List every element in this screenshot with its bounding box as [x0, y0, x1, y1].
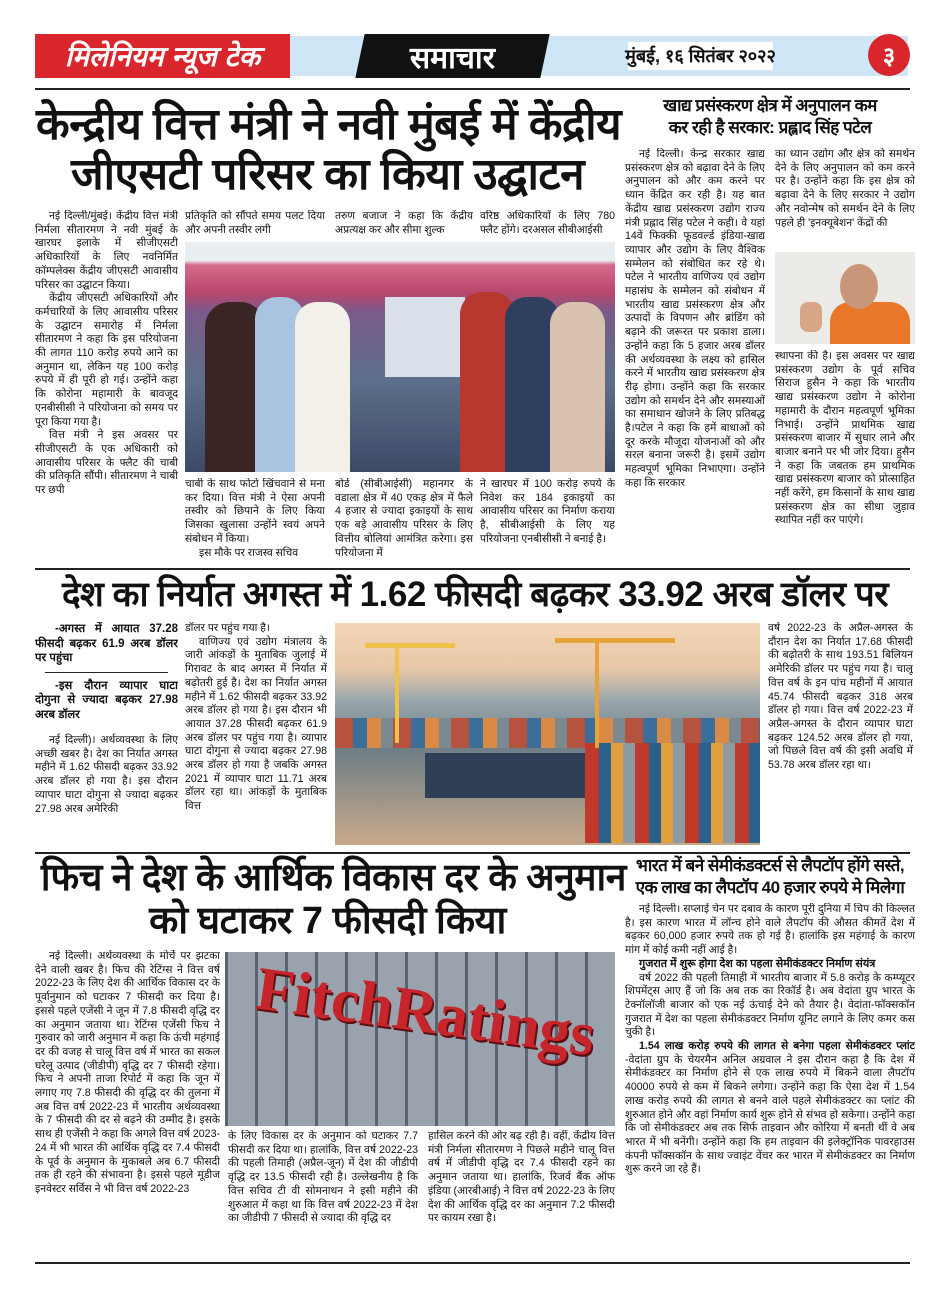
export-col-3: वर्ष 2022-23 के अप्रैल-अगस्त के दौरान देश का निर्यात 17.68 फीसदी की बढ़ोतरी के साथ 193.51 बिलियन अमेरिकी डॉलर पर पहुंच गया है। चालू वित्त वर्ष के इन पांच महीनों में आयात 45.74 फीसदी बढ़कर 318 अरब डॉलर हो गया। वित्त वर्ष 2022-23 में अप्रैल-अगस्त के दौरान व्यापार घाटा बढ़कर 124.52 अरब डॉलर हो गया, जो पिछले वित्त वर्ष की इसी अवधि में 53.78 अरब डॉलर रहा था। [768, 622, 913, 772]
export-col-1: -अगस्त में आयात 37.28 फीसदी बढ़कर 61.9 अरब डॉलर पर पहुंचा -इस दौरान व्यापार घाटा दोगुना से ज्यादा बढ़कर 27.98 अरब डॉलर नई दिल्ली)। अर्थव्यवस्था के लिए अच्छी खबर है। देश का निर्यात अगस्त महीने में 1.62 फीसदी बढ़कर 33.92 अरब डॉलर हो गया है। इस दौरान व्यापार घाटा दोगुना से ज्यादा बढ़कर 27.98 अरब अमेरिकी [35, 623, 178, 815]
divider [35, 568, 910, 570]
gst-col-4-bottom: ने खारघर में 100 करोड़ रुपये के निवेश कर 184 इकाइयों का आवासीय परिसर का निर्माण कराया है, सीबीआईसी के लिए यह परियोजना एनबीसीसी ने बनाई है। [480, 478, 615, 545]
laptop-subhead-2: 1.54 लाख करोड़ रुपये की लागत से बनेगा पहला सेमीकंडक्टर प्लांट [639, 1040, 915, 1053]
divider [35, 88, 910, 90]
laptop-headline: भारत में बने सेमीकंडक्टर्स से लैपटॉप होंगे सस्ते, एक लाख का लैपटॉप 40 हजार रुपये मे मिलेगा [635, 856, 905, 897]
fitch-headline: फिच ने देश के आर्थिक विकास दर के अनुमान को घटाकर 7 फीसदी किया [40, 857, 626, 942]
divider [35, 1262, 910, 1264]
gst-inauguration-photo [185, 242, 615, 472]
food-col-1: नई दिल्ली। केन्द्र सरकार खाद्य प्रसंस्करण क्षेत्र को बढ़ावा देने के लिए अनुपालन को और कम करने पर ध्यान केंद्रित कर रही है। यह बात केंद्रीय खाद्य प्रसंस्करण उद्योग राज्य मंत्री प्रह्लाद सिंह पटेल ने कही। वे यहां 14वें फिक्की फूडवर्ल्ड इंडिया-खाद्य व्यापार और उद्योग के लिए वैश्विक सम्मेलन को संबोधित कर रहे थे। पटेल ने भारतीय वाणिज्य एवं उद्योग महासंघ के सम्मेलन को संबोधन में भारतीय खाद्य प्रसंस्करण क्षेत्र और उत्पादों के विपणन और ब्रांडिंग को बढ़ाने की जरूरत पर प्रकाश डाला। उन्होंने कहा कि 5 हजार अरब डॉलर की अर्थव्यवस्था के लक्ष्य को हासिल करने में भारतीय खाद्य प्रसंस्करण क्षेत्र रीढ़ होगा। उन्होंने कहा कि सरकार उद्योग को समर्थन देने और समस्याओं का समाधान खोजने के लिए प्रतिबद्ध है।पटेल ने कहा कि हमें बाधाओं को दूर करके मौजूदा योजनाओं को और सरल बनाना जरूरी है। इसमें उद्योग महत्वपूर्ण भूमिका निभाएगा। उन्होंने कहा कि सरकार [625, 148, 765, 489]
port-containers-photo [335, 623, 760, 845]
divider [35, 852, 910, 854]
laptop-body: नई दिल्ली। सप्लाई चेन पर दबाव के कारण पूरी दुनिया में चिप की किल्लत है। इस कारण भारत में लॉन्च होने वाले लैपटॉप की औसत कीमतें देश में बढ़कर 60,000 हजार रुपये तक हो गई है। हालांकि इस महंगाई के कारण मांग में कोई कमी नहीं आई है। गुजरात में शुरू होगा देश का पहला सेमीकंडक्टर निर्माण संयंत्र वर्ष 2022 की पहली तिमाही में भारतीय बाजार में 5.8 करोड़ के कम्प्यूटर शिपमेंट्स आए हैं जो कि अब तक का रिकॉर्ड है। अब वेदांता ग्रुप भारत के टेक्नॉलॉजी बाजार को एक नई ऊंचाई देने को तैयार है। वेदांता-फॉक्सकॉन गुजरात में देश का पहला सेमीकंडक्टर निर्माण यूनिट लगाने के लिए कमर कस चुकी है। 1.54 लाख करोड़ रुपये की लागत से बनेगा पहला सेमीकंडक्टर प्लांट -वेदांता ग्रुप के चेयरमैन अनिल अग्रवाल ने इस दौरान कहा है कि देश में सेमीकंडक्टर का निर्माण होने से एक लाख रुपये में बिकने वाला लैपटॉप 40000 रुपये से कम में बिकने लगेगा। उन्होंने कहा कि ऐसा देश में 1.54 लाख करोड़ रुपये की लागत से बनने वाले पहले सेमीकंडक्टर का प्लांट की शुरुआत होने और वहां निर्माण कार्य शुरू होने से संभव हो सकेगा। उन्होंने कहा कि जो सेमीकंडक्टर अब तक सिर्फ ताइवान और कोरिया में बनती थीं वे अब भारत में भी बनेंगी। उन्होंने कहा कि हम ताइवान की इलेक्ट्रॉनिक पावरहाउस कंपनी फॉक्सकॉन के साथ ज्वाइंट वेंचर कर भारत में सेमीकंडक्टर का निर्माण शुरू करने जा रहे हैं। [625, 903, 915, 1176]
gst-col-1: नई दिल्ली/मुंबई। केंद्रीय वित्त मंत्री निर्मला सीतारमण ने नवी मुंबई के खारघर इलाके में सीजीएसटी अधिकारियों के लिए नवनिर्मित कॉम्पलेक्स केंद्रीय जीएसटी आवासीय परिसर का उद्घाटन किया। केंद्रीय जीएसटी अधिकारियों और कर्मचारियों के लिए आवासीय परिसर के उद्घाटन समारोह में निर्मला सीतारमण ने कहा कि इस परियोजना की लागत 110 करोड़ रुपये आने का अनुमान था, लेकिन यह 100 करोड़ रुपये में ही पूरी हो गई। उन्होंने कहा कि कोरोना महामारी के बावजूद एनबीसीसी ने परियोजना को समय पर पूरा किया गया है। वित्त मंत्री ने इस अवसर पर सीजीएसटी के एक अधिकारी को आवासीय परिसर के फ्लैट की चाबी की प्रतिकृति सौंपी। सीतारमण ने चाबी पर छपी [35, 210, 178, 497]
fitch-ratings-logo: FitchRatings [251, 954, 600, 1070]
fitch-col-3: हासिल करने की ओर बढ़ रही है। वहीं, केंद्रीय वित्त मंत्री निर्मला सीतारमण ने पिछले महीने चालू वित्त वर्ष में जीडीपी वृद्धि दर 7.4 फीसदी रहने का अनुमान जताया था। हालांकि, रिजर्व बैंक ऑफ इंडिया (आरबीआई) ने वित्त वर्ष 2022-23 के लिए देश की आर्थिक वृद्धि दर का अनुमान 7.2 फीसदी पर कायम रखा है। [428, 1130, 615, 1225]
food-col-2-bottom: स्थापना की है। इस अवसर पर खाद्य प्रसंस्करण उद्योग के पूर्व सचिव सिराज हुसैन ने कहा कि भारतीय खाद्य प्रसंस्करण उद्योग ने कोरोना महामारी के दौरान महत्वपूर्ण भूमिका निभाई। उन्होंने प्राथमिक खाद्य प्रसंस्करण बाजार में सुधार लाने और बाजार बनाने पर भी जोर दिया। हुसैन ने कहा कि जबतक हम प्राथमिक खाद्य प्रसंस्करण बाजार को प्रोत्साहित नहीं करेंगे, हम किसानों के साथ खाद्य प्रसंस्करण क्षेत्र का सीधा जुड़ाव स्थापित नहीं कर पाएंगे। [775, 350, 915, 527]
paper-name: मिलेनियम न्यूज टेक [35, 34, 290, 78]
export-headline: देश का निर्यात अगस्त में 1.62 फीसदी बढ़कर 33.92 अरब डॉलर पर [61, 575, 889, 614]
food-col-2-top: का ध्यान उद्योग और क्षेत्र को समर्थन देने के लिए अनुपालन को कम करने पर है। उन्होंने कहा कि इस क्षेत्र को बढ़ावा देने के लिए सरकार ने उद्योग और नवोन्मेष को समर्थन देने के लिए पहले ही 'इनक्यूबेशन' केंद्रों की [775, 148, 915, 229]
page-number: ३ [868, 34, 910, 76]
gst-col-2-top: प्रतिकृति को सौंपते समय पलट दिया और अपनी तस्वीर लगी [185, 210, 325, 236]
fitch-col-1: नई दिल्ली। अर्थव्यवस्था के मोर्चे पर झटका देने वाली खबर है। फिच की रेटिंग्स ने वित्त वर्ष 2022-23 के लिए देश की आर्थिक विकास दर के पूर्वानुमान को घटाकर 7 फीसदी कर दिया है। इससे पहले एजेंसी ने जून में 7.8 फीसदी वृद्धि दर का अनुमान जताया था। रेटिंग्स एजेंसी फिच ने गुरुवार को जारी अनुमान में कहा कि ऊंची महंगाई दर की वजह से चालू वित्त वर्ष में भारत का सकल घरेलू उत्पाद (जीडीपी) वृद्धि दर 7 फीसदी रहेगा। फिच ने अपनी ताजा रिपोर्ट में कहा कि जून में लगाए गए 7.8 फीसदी की वृद्धि दर की तुलना में अब वित्त वर्ष 2022-23 में भारतीय अर्थव्यवस्था के 7 फीसदी की दर से बढ़ने की उम्मीद है। इसके साथ ही एजेंसी ने कहा कि अगले वित्त वर्ष 2023-24 में भी भारत की आर्थिक वृद्धि दर 7.4 फीसदी के पूर्व के अनुमान के मुकाबले अब 6.7 फीसदी तक ही रहने की संभावना है। इससे पहले मूडीज इनवेस्टर सर्विस ने भी वित्त वर्ष 2022-23 [35, 950, 220, 1195]
fitch-col-2: के लिए विकास दर के अनुमान को घटाकर 7.7 फीसदी कर दिया था। हालांकि, वित्त वर्ष 2022-23 की पहली तिमाही (अप्रैल-जून) में देश की जीडीपी वृद्धि दर 13.5 फीसदी रही है। उल्लेखनीय है कि वित्त सचिव टी वी सोमनाथन ने इसी महीने की शुरुआत में कहा था कि वित्त वर्ष 2022-23 में देश का जीडीपी 7 फीसदी से ज्यादा की वृद्धि दर [228, 1130, 418, 1225]
export-col-2: डॉलर पर पहुंच गया है। वाणिज्य एवं उद्योग मंत्रालय के जारी आंकड़ों के मुताबिक जुलाई में गिरावट के बाद अगस्त में निर्यात में बढ़ोतरी हुई है। देश का निर्यात अगस्त महीने में 1.62 फीसदी बढ़कर 33.92 अरब डॉलर हो गया है। इस दौरान भी आयात 37.28 फीसदी बढ़कर 61.9 अरब डॉलर पर पहुंच गया है। व्यापार घाटा दोगुना से ज्यादा बढ़कर 27.98 अरब डॉलर हो गया है जबकि अगस्त 2021 में व्यापार घाटा 11.71 अरब डॉलर रहा था। आंकड़ों के मुताबिक वित्त [185, 622, 327, 813]
gst-col-3-bottom: बोर्ड (सीबीआईसी) महानगर के वडाला क्षेत्र में 40 एकड़ क्षेत्र में फैले 4 हजार से ज्यादा इकाइयों के साथ एक बड़े आवासीय परिसर के लिए वित्तीय बोलियां आमंत्रित करेगा। इस परियोजना में [335, 478, 473, 559]
gst-headline: केन्द्रीय वित्त मंत्री ने नवी मुंबई में केंद्रीय जीएसटी परिसर का किया उद्घाटन [36, 100, 622, 199]
minister-photo [775, 252, 915, 344]
laptop-story [625, 855, 915, 1258]
fitch-building-photo [225, 952, 615, 1126]
gst-col-3-top: तरुण बजाज ने कहा कि केंद्रीय अप्रत्यक्ष कर और सीमा शुल्क [335, 210, 473, 236]
dateline: मुंबई, १६ सितंबर २०२२ [628, 42, 773, 70]
food-headline: खाद्य प्रसंस्करण क्षेत्र में अनुपालन कम कर रही है सरकार: प्रह्लाद सिंह पटेल [663, 96, 877, 137]
gst-col-2-bottom: चाबी के साथ फोटो खिंचवाने से मना कर दिया। वित्त मंत्री ने ऐसा अपनी तस्वीर को छिपाने के लिए किया जिसका खुलासा उन्होंने स्वयं अपने संबोधन में किया। इस मौके पर राजस्व सचिव [185, 478, 325, 559]
gst-col-4-top: वरिष्ठ अधिकारियों के लिए 780 फ्लैट होंगे। दरअसल सीबीआईसी [480, 210, 615, 236]
section-label: समाचार [355, 34, 549, 78]
